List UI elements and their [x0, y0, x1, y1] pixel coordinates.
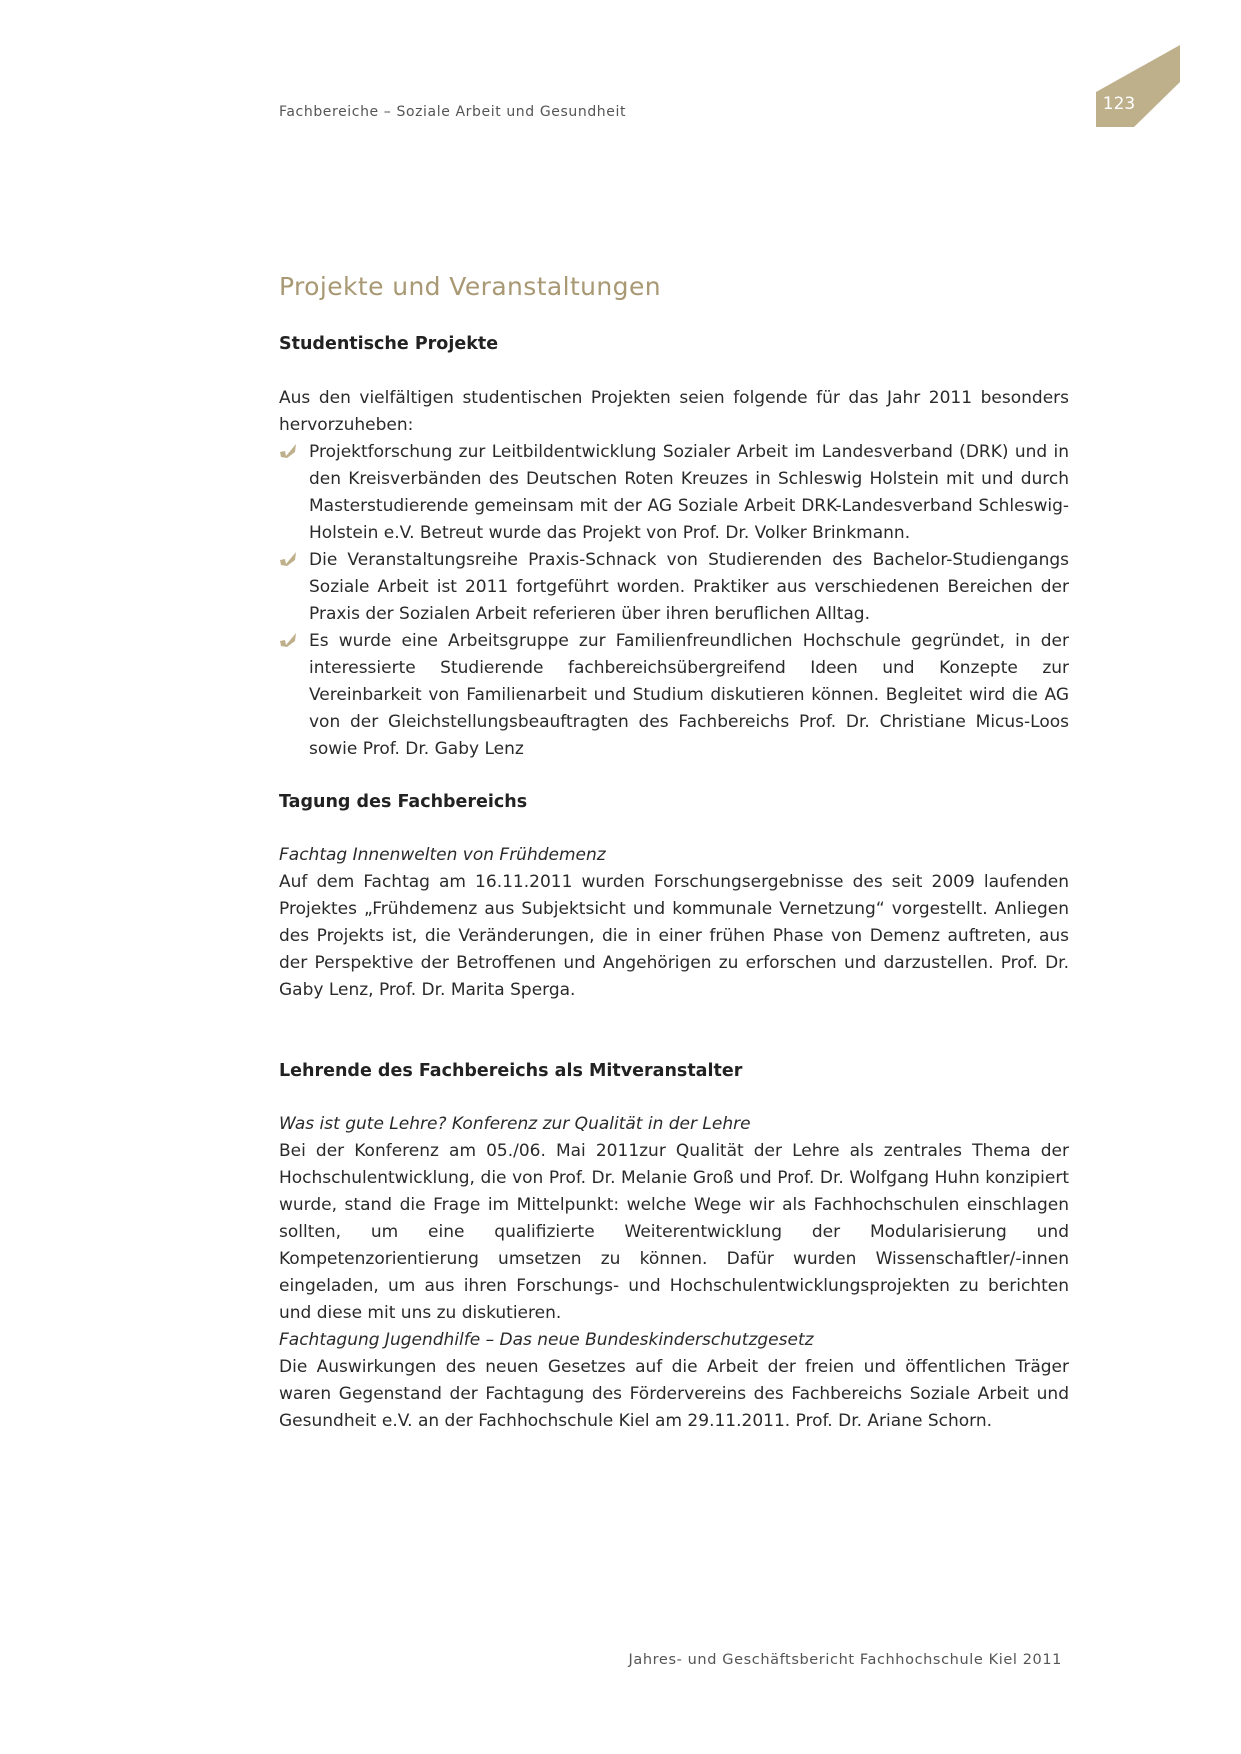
event2-text: Die Auswirkungen des neuen Gesetzes auf die Arbeit der freien und öffentlichen Träger waren Gegenstand der Fachtagung des Fördervereins des Fachbereichs Soziale Arbeit und Gesundheit e.V. an der Fachhochschule Kiel am 29.11.2011. Prof. Dr. Ariane Schorn.: [279, 1357, 1069, 1431]
list-item-text: Projektforschung zur Leitbildentwicklung Sozialer Arbeit im Landesverband (DRK) und in den Kreisverbänden des Deutschen Roten Kreuzes in Schleswig Holstein mit und durch Masterstudierende gemeinsam mit der AG Soziale Arbeit DRK-Landesverband Schleswig-Holstein e.V. Betreut wurde das Projekt von Prof. Dr. Volker Brinkmann.: [309, 442, 1069, 543]
running-head: Fachbereiche – Soziale Arbeit und Gesundheit: [279, 104, 627, 120]
intro-paragraph: Aus den vielfältigen studentischen Projekten seien folgende für das Jahr 2011 besonders hervorzuheben:: [279, 388, 1069, 435]
event2-title: Fachtagung Jugendhilfe – Das neue Bundeskinderschutzgesetz: [279, 1330, 814, 1350]
page-number: 123: [1102, 94, 1136, 114]
check-bullet-icon: [279, 443, 297, 459]
list-item-text: Es wurde eine Arbeitsgruppe zur Familienfreundlichen Hochschule gegründet, in der interessierte Studierende fachbereichsübergreifend Ideen und Konzepte zur Vereinbarkeit von Familienarbeit und Studium diskutieren können. Begleitet wird die AG von der Gleichstellungsbeauftragten des Fachbereichs Prof. Dr. Christiane Micus-Loos sowie Prof. Dr. Gaby Lenz: [309, 631, 1069, 759]
event1-text: Bei der Konferenz am 05./06. Mai 2011zur Qualität der Lehre als zentrales Thema der Hochschulentwicklung, die von Prof. Dr. Melanie Groß und Prof. Dr. Wolfgang Huhn konzipiert wurde, stand die Frage im Mittelpunkt: welche Wege wir als Fachhochschulen einschlagen sollten, um eine qualifizierte Weiterentwicklung der Modularisierung und Kompetenzorientierung umsetzen zu können. Dafür wurden Wissenschaftler/-innen eingeladen, um aus ihren Forschungs- und Hochschulentwicklungsprojekten zu berichten und diese mit uns zu diskutieren.: [279, 1141, 1069, 1323]
tagung-text: Auf dem Fachtag am 16.11.2011 wurden Forschungsergebnisse des seit 2009 laufenden Projektes „Frühdemenz aus Subjektsicht und kommunale Vernetzung“ vorgestellt. Anliegen des Projekts ist, die Veränderungen, die in einer frühen Phase von Demenz auftreten, aus der Perspektive der Betroffenen und Angehörigen zu erforschen und darzustellen. Prof. Dr. Gaby Lenz, Prof. Dr. Marita Sperga.: [279, 872, 1069, 1000]
heading-lehrende: Lehrende des Fachbereichs als Mitveranstalter: [279, 1061, 743, 1081]
project-list: [279, 439, 1069, 763]
event1-title: Was ist gute Lehre? Konferenz zur Qualität in der Lehre: [279, 1114, 751, 1134]
footer-text: Jahres- und Geschäftsbericht Fachhochschule Kiel 2011: [628, 1652, 1062, 1668]
list-item: [279, 628, 1069, 763]
list-item-text: Die Veranstaltungsreihe Praxis-Schnack von Studierenden des Bachelor-Studiengangs Soziale Arbeit ist 2011 fortgeführt worden. Praktiker aus verschiedenen Bereichen der Praxis der Sozialen Arbeit referieren über ihren beruflichen Alltag.: [309, 550, 1069, 624]
section-title: Projekte und Veranstaltungen: [279, 272, 661, 301]
check-bullet-icon: [279, 551, 297, 567]
list-item: [279, 439, 1069, 547]
tagung-subtitle: Fachtag Innenwelten von Frühdemenz: [279, 845, 606, 865]
page-corner-tab: [1096, 45, 1180, 127]
check-bullet-icon: [279, 632, 297, 648]
heading-studentische-projekte: Studentische Projekte: [279, 334, 499, 354]
list-item: [279, 547, 1069, 628]
heading-tagung: Tagung des Fachbereichs: [279, 792, 528, 812]
